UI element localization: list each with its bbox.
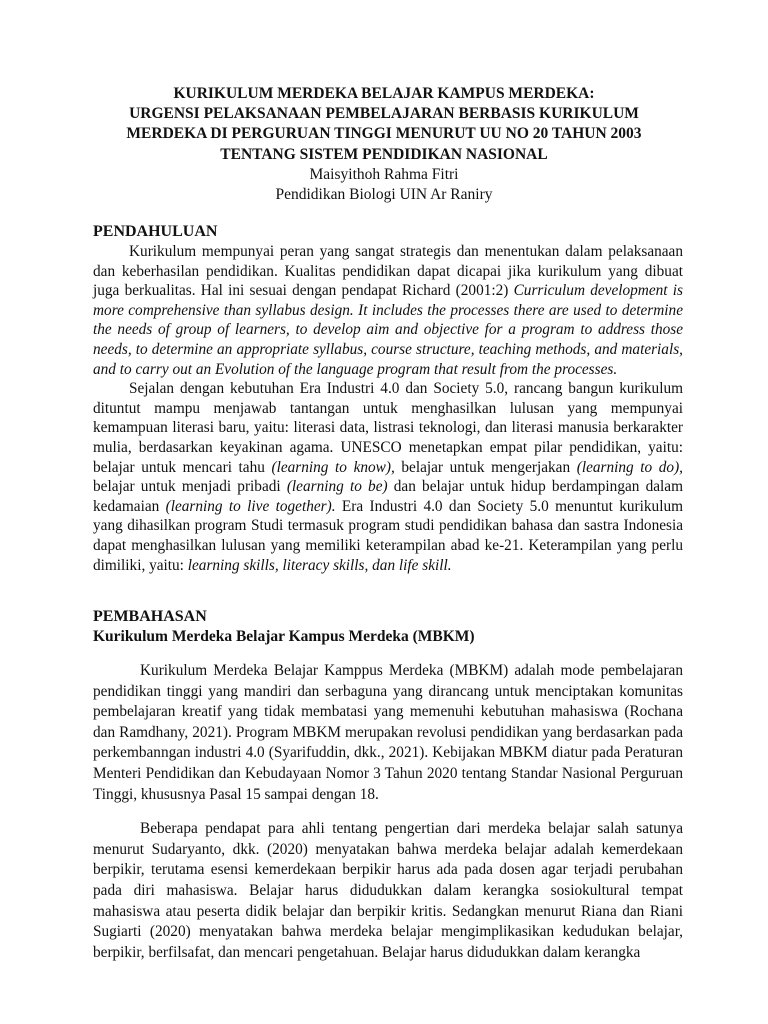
author-affiliation: Pendidikan Biologi UIN Ar Raniry — [275, 186, 493, 204]
heading-pendahuluan: PENDAHULUAN — [93, 223, 218, 240]
title-line-3: MERDEKA DI PERGURUAN TINGGI MENURUT UU NO 20 TAHUN 2003 — [126, 125, 642, 143]
paragraph-text: Era Industri 4.0 dan Society 5.0 menuntut kurikulum yang dihasilkan program Studi termasuk program studi pendidikan bahasa dan sastra Indonesia dapat menghasilkan lulusan yang memiliki keterampilan abad ke-21. Keterampilan yang perlu dimiliki, yaitu: — [93, 497, 683, 574]
heading-pembahasan: PEMBAHASAN — [93, 608, 207, 625]
subheading-mbkm: Kurikulum Merdeka Belajar Kampus Merdeka (MBKM) — [93, 628, 475, 645]
paragraph-text: Kurikulum mempunyai peran yang sangat strategis dan menentukan dalam pelaksanaan dan keberhasilan pendidikan. Kualitas pendidikan dapat dicapai jika kurikulum yang dibuat juga berkualitas. Hal ini sesuai dengan pendapat Richard (2001:2) — [93, 243, 683, 300]
paragraph-pendahuluan-2 — [93, 379, 683, 575]
quote-richard: Curriculum development is more comprehensive than syllabus design. It includes the processes there are used to determine the needs of group of learners, to develop aim and objective for a program to address those needs, to determine an appropriate syllabus, course structure, teaching methods, and materials, and to carry out an Evolution of the language program that result from the processes. — [93, 282, 683, 378]
section-pendahuluan — [93, 222, 683, 575]
paragraph-text: belajar untuk mengerjakan — [394, 458, 577, 476]
title-line-4: TENTANG SISTEM PENDIDIKAN NASIONAL — [220, 145, 548, 163]
paragraph-text: belajar untuk menjadi pribadi — [93, 478, 287, 496]
paragraph-pembahasan-2: Beberapa pendapat para ahli tentang pengertian dari merdeka belajar salah satunya menurut Sudaryanto, dkk. (2020) menyatakan bahwa merdeka belajar adalah kemerdekaan berpikir, terutama esensi kemerdekaan berpikir harus ada pada dosen agar terjadi perubahan pada diri mahasiswa. Belajar harus didudukkan dalam kerangka sosiokultural tempat mahasiswa atau peserta didik belajar dan berpikir kritis. Sedangkan menurut Riana dan Riani Sugiarti (2020) menyatakan bahwa merdeka belajar mengimplikasikan kedudukan belajar, berpikir, berfilsafat, dan mencari pengetahuan. Belajar harus didudukkan dalam kerangka — [93, 820, 683, 961]
paragraph-text: Sejalan dengan kebutuhan Era Industri 4.0 dan Society 5.0, rancang bangun kurikulum dituntut mampu menjawab tantangan untuk menghasilkan lulusan yang mempunyai kemampuan literasi baru, yaitu: literasi data, listrasi teknologi, dan literasi manusia berkarakter mulia, berdasarkan keyakinan agama. UNESCO menetapkan empat pilar pendidikan, yaitu: belajar untuk mencari tahu — [93, 380, 683, 476]
italic-term: (learning to be) — [286, 478, 388, 496]
title-line-1: KURIKULUM MERDEKA BELAJAR KAMPUS MERDEKA: — [173, 85, 595, 102]
paragraph-text: dan belajar untuk hidup berdampingan dalam kedamaian — [93, 478, 683, 515]
italic-term: learning skills, literacy skills, dan life skill. — [187, 556, 452, 574]
author-name: Maisyithoh Rahma Fitri — [309, 165, 459, 183]
section-pembahasan — [93, 607, 683, 963]
paragraph-pembahasan-1: Kurikulum Merdeka Belajar Kamppus Merdeka (MBKM) adalah mode pembelajaran pendidikan tinggi yang mandiri dan serbaguna yang dirancang untuk menciptakan komunitas pembelajaran kreatif yang tidak membatasi yang memenuhi kebutuhan mahasiswa (Rochana dan Ramdhany, 2021). Program MBKM merupakan revolusi pendidikan yang berdasarkan pada perkembanngan industri 4.0 (Syarifuddin, dkk., 2021). Kebijakan MBKM diatur pada Peraturan Menteri Pendidikan dan Kebudayaan Nomor 3 Tahun 2020 tentang Standar Nasional Perguruan Tinggi, khususnya Pasal 15 sampai dengan 18. — [93, 662, 683, 803]
italic-term: (learning to know), — [271, 458, 395, 476]
title-line-2: URGENSI PELAKSANAAN PEMBELAJARAN BERBASIS KURIKULUM — [129, 105, 639, 123]
paragraph-pendahuluan-1 — [93, 242, 683, 379]
title-block — [80, 84, 688, 205]
italic-term: (learning to live together). — [165, 497, 336, 515]
italic-term: (learning to do), — [576, 458, 683, 476]
